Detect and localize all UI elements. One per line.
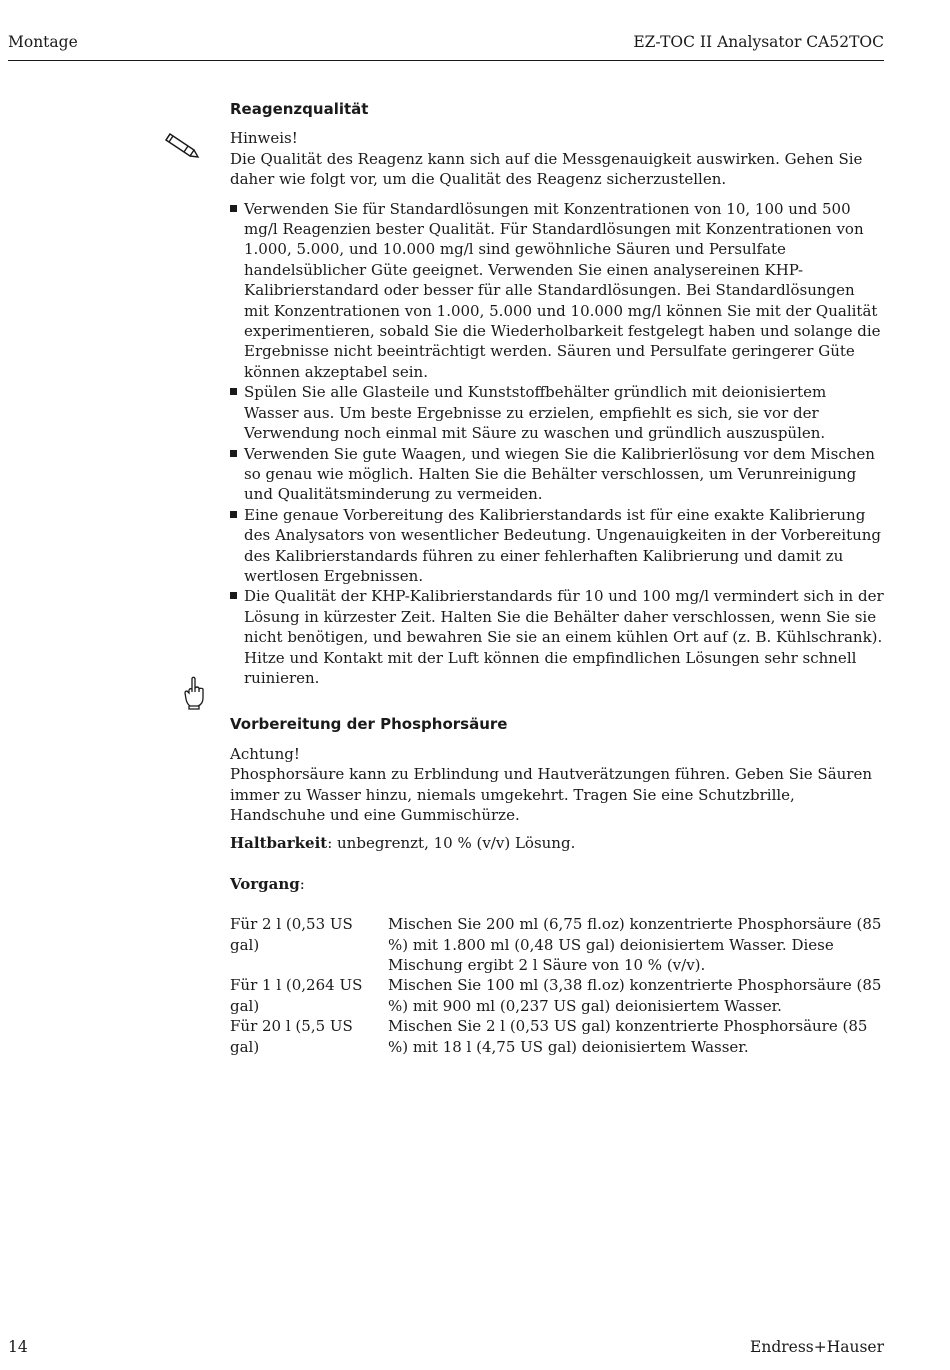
- instruction-cell: Mischen Sie 200 ml (6,75 fl.oz) konzentrierte Phosphorsäure (85 %) mit 1.800 ml (0,48 US gal) deionisiertem Wasser. Diese Mischung ergibt 2 l Säure von 10 % (v/v).: [388, 915, 882, 975]
- warning-hand-icon: [183, 676, 205, 710]
- list-item: Die Qualität der KHP-Kalibrierstandards für 10 und 100 mg/l vermindert sich in der Lösung in kürzester Zeit. Halten Sie die Behälter daher verschlossen, wenn Sie sie nicht benötigen, und bewahren Sie sie an einem kühlen Ort auf (z. B. Kühlschrank). Hitze und Kontakt mit der Luft können die empfindlichen Lösungen sehr schnell ruinieren.: [230, 586, 884, 688]
- heading-phosphoric-acid: Vorbereitung der Phosphorsäure: [230, 715, 508, 734]
- amount-cell: Für 2 l (0,53 US gal): [230, 915, 353, 954]
- table-row: [230, 914, 884, 975]
- warning-text: Phosphorsäure kann zu Erblindung und Hautverätzungen führen. Geben Sie Säuren immer zu Wasser hinzu, niemals umgekehrt. Tragen Sie eine Schutzbrille, Handschuhe und eine Gummischürze.: [230, 765, 873, 824]
- shelf-life: [230, 833, 884, 853]
- header-product-title: EZ-TOC II Analysator CA52TOC: [633, 33, 884, 51]
- bullet-square-icon: [230, 205, 237, 212]
- note-text: Die Qualität des Reagenz kann sich auf die Messgenauigkeit auswirken. Gehen Sie daher wie folgt vor, um die Qualität des Reagenz sicherzustellen.: [230, 149, 863, 189]
- shelf-life-text: : unbegrenzt, 10 % (v/v) Lösung.: [327, 834, 576, 853]
- bullet-square-icon: [230, 592, 237, 599]
- amount-cell: Für 1 l (0,264 US gal): [230, 976, 363, 1015]
- instruction-cell: Mischen Sie 100 ml (3,38 fl.oz) konzentrierte Phosphorsäure (85 %) mit 900 ml (0,237 US gal) deionisiertem Wasser.: [388, 976, 882, 1015]
- list-item: Verwenden Sie für Standardlösungen mit Konzentrationen von 10, 100 und 500 mg/l Reagenzien bester Qualität. Für Standardlösungen mit Konzentrationen von 1.000, 5.000, und 10.000 mg/l sind gewöhnliche Säuren und Persulfate handelsüblicher Güte geeignet. Verwenden Sie einen analysereinen KHP-Kalibrierstandard oder besser für alle Standardlösungen. Bei Standardlösungen mit Konzentrationen von 1.000, 5.000 und 10.000 mg/l können Sie mit der Qualität experimentieren, sobald Sie die Wiederholbarkeit festgelegt haben und solange die Ergebnisse nicht beeinträchtigt werden. Säuren und Persulfate geringerer Güte können akzeptabel sein.: [230, 199, 884, 383]
- page-footer: [8, 1338, 884, 1362]
- bullet-square-icon: [230, 388, 237, 395]
- page-number: 14: [8, 1338, 28, 1356]
- amount-cell: Für 20 l (5,5 US gal): [230, 1017, 353, 1056]
- instruction-cell: Mischen Sie 2 l (0,53 US gal) konzentrierte Phosphorsäure (85 %) mit 18 l (4,75 US gal) deionisiertem Wasser.: [388, 1017, 868, 1056]
- warning-label: Achtung!: [230, 744, 300, 763]
- heading-reagent-quality: Reagenzqualität: [230, 100, 369, 118]
- procedure-heading: Vorgang:: [230, 874, 305, 893]
- list-item: Eine genaue Vorbereitung des Kalibrierstandards ist für eine exakte Kalibrierung des Analysators von wesentlicher Bedeutung. Ungenauigkeiten in der Vorbereitung des Kalibrierstandards führen zu einer fehlerhaften Kalibrierung und damit zu wertlosen Ergebnissen.: [230, 505, 884, 587]
- procedure-table: [230, 914, 884, 1057]
- footer-brand: Endress+Hauser: [750, 1338, 884, 1356]
- table-row: [230, 975, 884, 1016]
- shelf-life-label: Haltbarkeit: [230, 834, 328, 853]
- procedure-label: Vorgang: [230, 874, 300, 893]
- list-item: Spülen Sie alle Glasteile und Kunststoffbehälter gründlich mit deionisiertem Wasser aus. Um beste Ergebnisse zu erzielen, empfiehlt es sich, sie vor der Verwendung noch einmal mit Säure zu waschen und gründlich auszuspülen.: [230, 382, 884, 443]
- header-section-title: Montage: [8, 33, 78, 51]
- main-content: [230, 99, 884, 1057]
- page-header: [8, 30, 884, 61]
- reagent-bullet-list: [230, 199, 884, 689]
- note-label: Hinweis!: [230, 129, 298, 148]
- bullet-square-icon: [230, 511, 237, 518]
- bullet-square-icon: [230, 450, 237, 457]
- list-item: Verwenden Sie gute Waagen, und wiegen Sie die Kalibrierlösung vor dem Mischen so genau wie möglich. Halten Sie die Behälter verschlossen, um Verunreinigung und Qualitätsminderung zu vermeiden.: [230, 444, 884, 505]
- pencil-note-icon: [164, 130, 200, 158]
- table-row: [230, 1016, 884, 1057]
